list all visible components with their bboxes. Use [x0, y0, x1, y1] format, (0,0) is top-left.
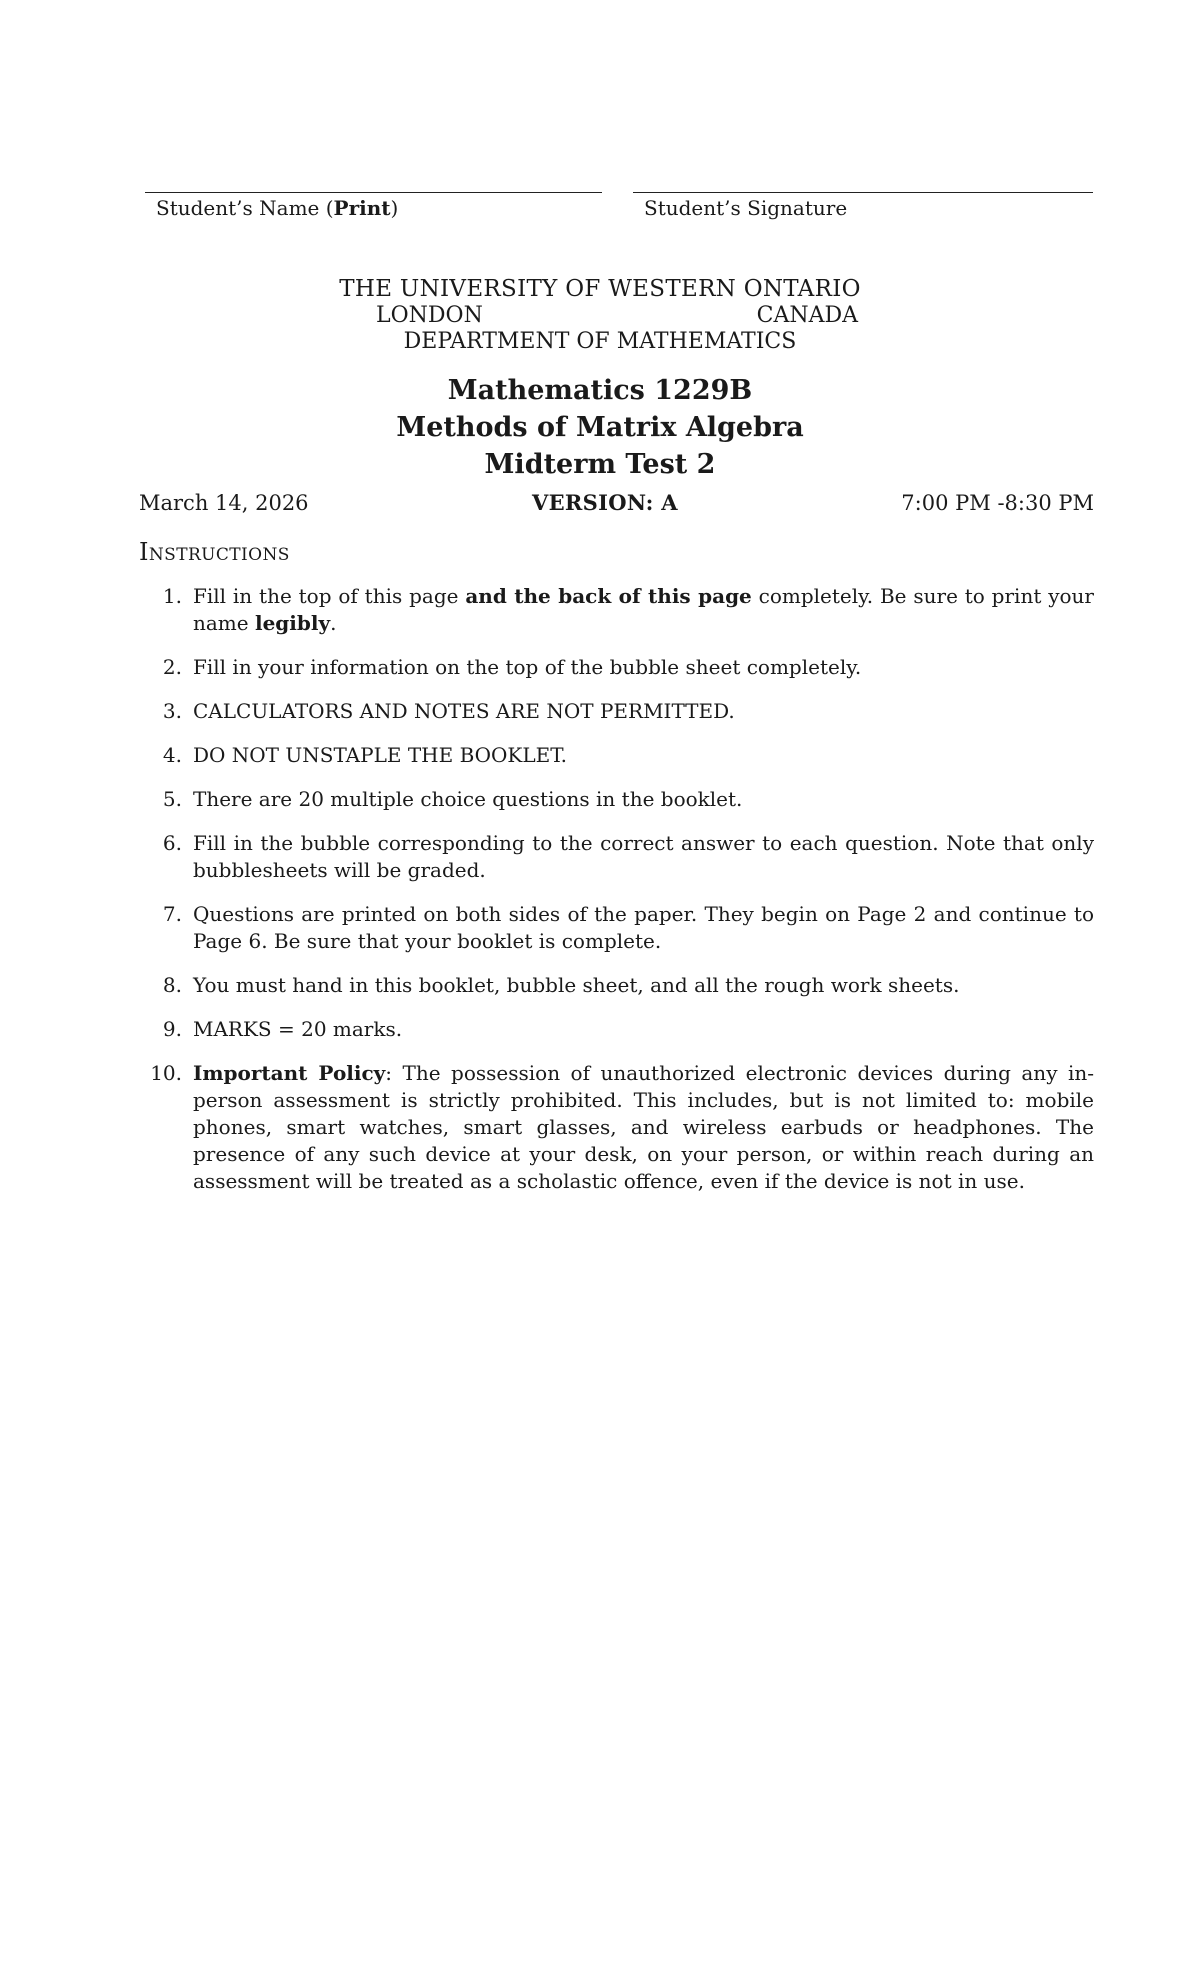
instruction-text [193, 654, 1094, 681]
test-date: March 14, 2026 [139, 491, 309, 515]
student-name-field[interactable] [145, 192, 602, 221]
instructions-list [139, 583, 1094, 1212]
city: LONDON [376, 303, 483, 328]
instruction-text-part: : The possession of unauthorized electronic devices during any in-person assessment is strictly prohibited. This includes, but is not limited to: mobile phones, smart watches, smart glasses, and wireless earbuds or headphones. The presence of any such device at your desk, on your person, or within reach during an assessment will be treated as a scholastic offence, even if the device is not in use. [193, 1061, 1095, 1193]
instruction-text-bold: and the back of this page [465, 584, 752, 608]
instruction-item [139, 1016, 1094, 1043]
country: CANADA [756, 303, 858, 328]
test-version: VERSION: A [532, 490, 678, 515]
instruction-text [193, 1016, 1094, 1043]
instruction-text-part: Fill in your information on the top of the bubble sheet completely. [193, 655, 862, 679]
location-row [376, 303, 858, 329]
instruction-item [139, 583, 1094, 637]
course-code: Mathematics 1229B [447, 375, 753, 406]
course-title: Methods of Matrix Algebra [396, 412, 804, 443]
instruction-text-bold: legibly [254, 611, 331, 635]
instruction-number: 10. [150, 1061, 182, 1085]
student-name-label: Student’s Name (Print) [156, 196, 399, 220]
instruction-number: 5. [162, 787, 182, 811]
student-signature-label: Student’s Signature [644, 196, 848, 220]
instruction-text-bold: Important Policy [193, 1061, 386, 1085]
course-title-block [0, 372, 1200, 483]
instruction-text [193, 786, 1094, 813]
instruction-text-part: MARKS = 20 marks. [193, 1017, 403, 1041]
university-name: THE UNIVERSITY OF WESTERN ONTARIO [339, 276, 861, 302]
instruction-number: 8. [162, 973, 182, 997]
instruction-item [139, 786, 1094, 813]
instructions-heading: Instructions [139, 538, 290, 566]
instruction-item [139, 972, 1094, 999]
test-name: Midterm Test 2 [484, 449, 716, 480]
instruction-item [139, 742, 1094, 769]
test-meta-row [139, 489, 1094, 517]
instruction-text [193, 830, 1094, 884]
instruction-text-part: completely. Be sure to print your name [193, 584, 1094, 635]
department-name: DEPARTMENT OF MATHEMATICS [403, 329, 797, 354]
instruction-text-part: . [330, 611, 337, 635]
instruction-number: 1. [162, 584, 182, 608]
instruction-text-part: Fill in the top of this page [193, 584, 466, 608]
instruction-text-part: DO NOT UNSTAPLE THE BOOKLET. [193, 743, 568, 767]
instruction-text [193, 901, 1094, 955]
instruction-text-part: You must hand in this booklet, bubble sheet, and all the rough work sheets. [193, 973, 960, 997]
instruction-text [193, 972, 1094, 999]
instruction-number: 7. [162, 902, 182, 926]
instruction-item [139, 901, 1094, 955]
instruction-text [193, 698, 1094, 725]
student-signature-field[interactable] [633, 192, 1093, 221]
instruction-text-part: There are 20 multiple choice questions in the booklet. [193, 787, 743, 811]
test-time: 7:00 PM -8:30 PM [901, 491, 1094, 515]
instruction-item [139, 698, 1094, 725]
instruction-text-part: Fill in the bubble corresponding to the correct answer to each question. Note that only bubblesheets will be graded. [193, 831, 1094, 882]
instruction-text [193, 1060, 1094, 1195]
instruction-item [139, 654, 1094, 681]
instruction-item [139, 1060, 1094, 1195]
instruction-number: 2. [162, 655, 182, 679]
instruction-text [193, 583, 1094, 637]
instruction-text-part: CALCULATORS AND NOTES ARE NOT PERMITTED. [193, 699, 735, 723]
instruction-number: 6. [162, 831, 182, 855]
instruction-text [193, 742, 1094, 769]
instruction-number: 3. [162, 699, 182, 723]
instruction-text-part: Questions are printed on both sides of the paper. They begin on Page 2 and continue to Page 6. Be sure that your booklet is complete. [193, 902, 1094, 953]
instruction-item [139, 830, 1094, 884]
instruction-number: 4. [162, 743, 182, 767]
instruction-number: 9. [162, 1017, 182, 1041]
